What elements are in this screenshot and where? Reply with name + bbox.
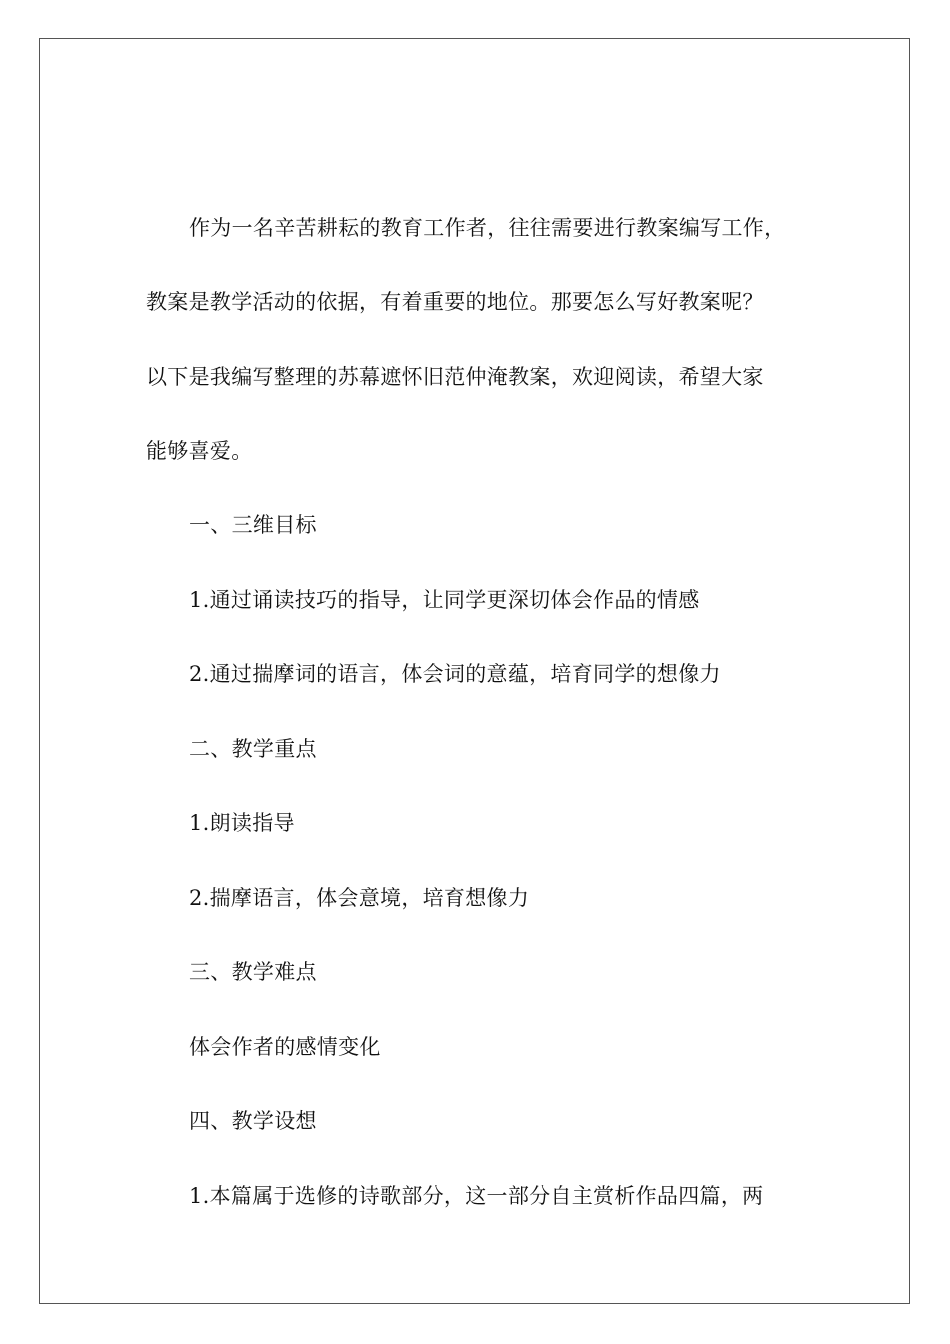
- intro-line-3: 以下是我编写整理的苏幕遮怀旧范仲淹教案，欢迎阅读，希望大家: [146, 365, 764, 389]
- objective-item-2: 2.通过揣摩词的语言，体会词的意蕴，培育同学的想像力: [189, 662, 721, 686]
- key-point-item-2: 2.揣摩语言，体会意境，培育想像力: [189, 886, 530, 910]
- objective-item-1: 1.通过诵读技巧的指导，让同学更深切体会作品的情感: [189, 588, 700, 612]
- intro-line-2: 教案是教学活动的依据，有着重要的地位。那要怎么写好教案呢？: [146, 290, 764, 314]
- difficulty-item: 体会作者的感情变化: [189, 1035, 381, 1059]
- intro-line-1: 作为一名辛苦耕耘的教育工作者，往往需要进行教案编写工作，: [189, 216, 786, 240]
- heading-objectives: 一、三维目标: [189, 513, 317, 537]
- intro-line-4: 能够喜爱。: [146, 439, 253, 463]
- heading-teaching-ideas: 四、教学设想: [189, 1109, 317, 1133]
- heading-difficulties: 三、教学难点: [189, 960, 317, 984]
- teaching-idea-item-1: 1.本篇属于选修的诗歌部分，这一部分自主赏析作品四篇，两: [189, 1184, 764, 1208]
- key-point-item-1: 1.朗读指导: [189, 811, 295, 835]
- heading-key-points: 二、教学重点: [189, 737, 317, 761]
